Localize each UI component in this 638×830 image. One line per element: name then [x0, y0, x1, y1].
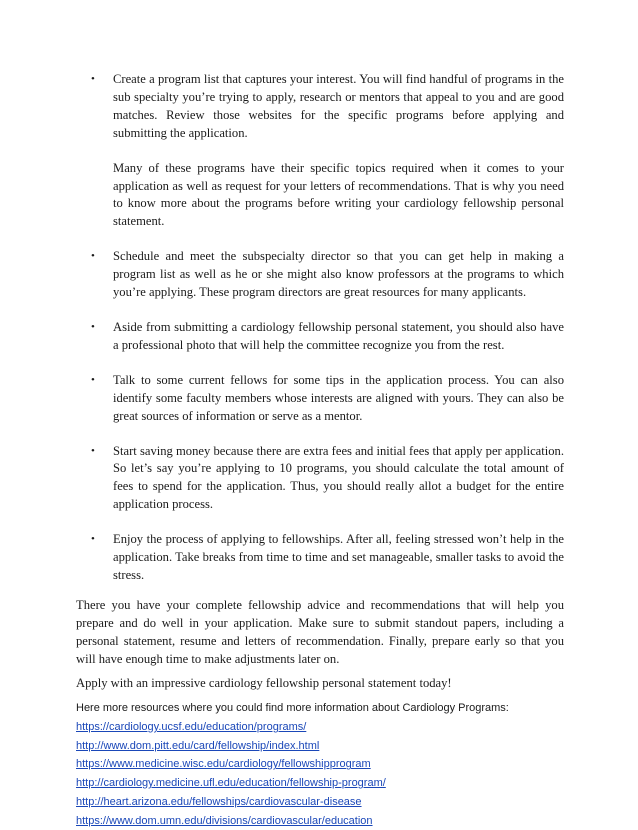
list-item [76, 372, 564, 426]
resource-link-ufl[interactable]: http://cardiology.medicine.ufl.edu/education/fellowship-program/ [76, 777, 386, 790]
list-item [76, 443, 564, 515]
bullet-icon: • [91, 250, 95, 263]
tip-text: Enjoy the process of applying to fellowships. After all, feeling stressed won’t help in the application. Take breaks from time to time and set manageable, smaller tasks to avoid the stress. [113, 532, 564, 582]
tip-text: Schedule and meet the subspecialty director so that you can get help in making a program list as well as he or she might also know professors at the programs to which you’re applying. These program directors are great resources for many applicants. [113, 249, 564, 300]
list-item [76, 71, 564, 231]
tip-text: Create a program list that captures your interest. You will find handful of programs in the sub specialty you’re trying to apply, research or mentors that appeal to you and are good matches. Review those websites for the specific programs before applying and submitting the application. [113, 72, 564, 140]
call-to-action: Apply with an impressive cardiology fellowship personal statement today! [76, 676, 452, 691]
resources-lead: Here more resources where you could find more information about Cardiology Programs: [76, 702, 509, 715]
tips-list [76, 71, 564, 585]
list-item [76, 319, 564, 355]
bullet-icon: • [91, 533, 95, 546]
tip-text: Start saving money because there are extra fees and initial fees that apply per application. So let’s say you’re applying to 10 programs, you should calculate the total amount of fees to spend for the application. Thus, you should really allot a budget for the entire application process. [113, 443, 564, 512]
closing-paragraph: There you have your complete fellowship advice and recommendations that will help you prepare and do well in your application. Make sure to submit standout papers, including a personal statement, resume and letters of recommendation. Finally, prepare early so that you will have enough time to make adjustments later on. [76, 597, 564, 666]
bullet-icon: • [91, 373, 95, 386]
resource-link-pitt[interactable]: http://www.dom.pitt.edu/card/fellowship/index.html [76, 739, 320, 752]
page-content [76, 71, 564, 830]
bullet-icon: • [91, 444, 95, 457]
list-item [76, 531, 564, 585]
resource-link-umn[interactable]: https://www.dom.umn.edu/divisions/cardiovascular/education [76, 814, 373, 827]
resources-section [76, 699, 564, 830]
resource-link-ucsf[interactable]: https://cardiology.ucsf.edu/education/programs/ [76, 721, 307, 734]
tip-text: Aside from submitting a cardiology fellowship personal statement, you should also have a professional photo that will help the committee recognize you from the rest. [113, 319, 564, 352]
tip-text: Talk to some current fellows for some tips in the application process. You can also identify some faculty members whose interests are aligned with yours. They can also be great sources of information or serve as a mentor. [113, 372, 564, 423]
resource-link-arizona[interactable]: http://heart.arizona.edu/fellowships/cardiovascular-disease [76, 795, 362, 808]
tip-text: Many of these programs have their specific topics required when it comes to your application as well as request for your letters of recommendations. That is why you need to know more about the programs before writing your cardiology fellowship personal statement. [113, 160, 564, 229]
list-item [76, 248, 564, 302]
bullet-icon: • [91, 320, 95, 333]
bullet-icon: • [91, 73, 95, 85]
resource-link-wisc[interactable]: https://www.medicine.wisc.edu/cardiology/fellowshipprogram [76, 758, 371, 771]
